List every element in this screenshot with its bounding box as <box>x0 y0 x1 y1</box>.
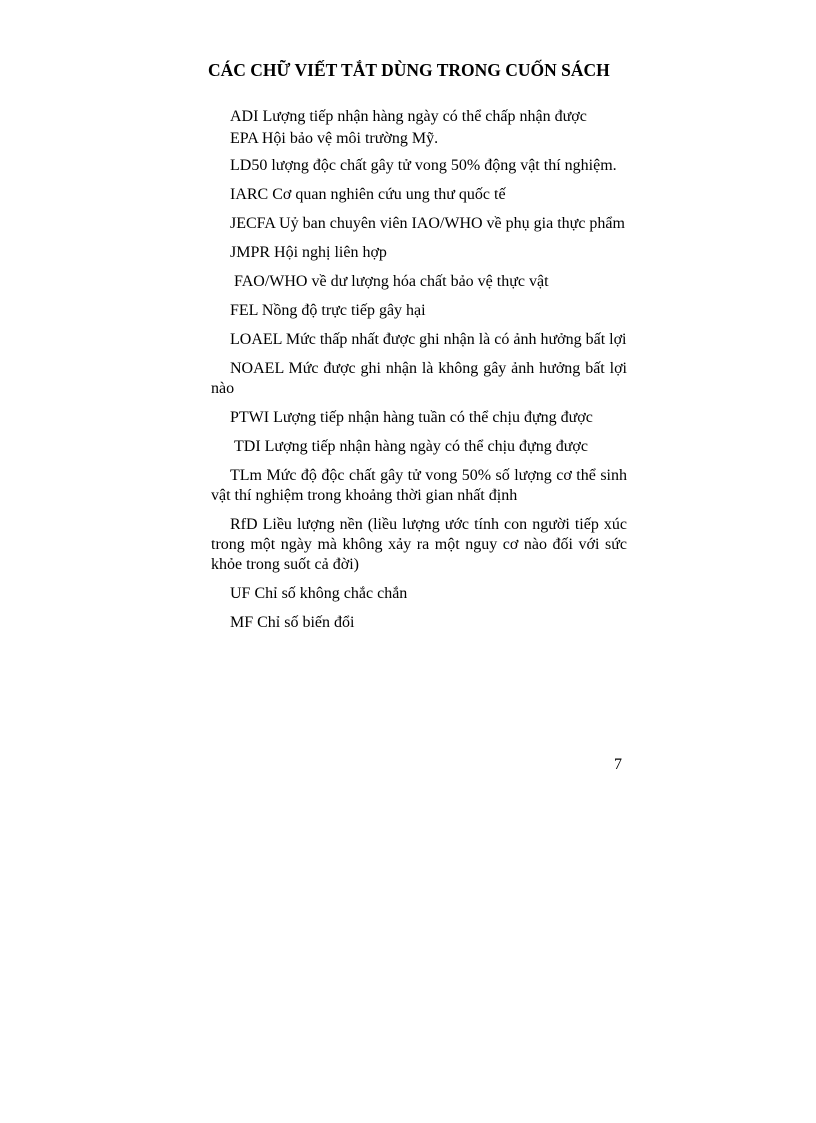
abbreviation-entry-jmpr: JMPR Hội nghị liên hợp <box>230 244 387 261</box>
abbreviation-entry-fel: FEL Nồng độ trực tiếp gây hại <box>230 302 426 319</box>
abbreviation-entry-rfd: RfD Liều lượng nền (liều lượng ước tính con người tiếp xúc trong một ngày mà không xảy ra một nguy cơ nào đối với sức khỏe trong suốt cả đời) <box>211 516 627 573</box>
page-number: 7 <box>614 756 622 773</box>
abbreviation-entry-fao-who: FAO/WHO về dư lượng hóa chất bảo vệ thực vật <box>234 273 549 290</box>
abbreviation-entry-mf: MF Chỉ số biến đổi <box>230 614 355 631</box>
abbreviation-entry-tdi: TDI Lượng tiếp nhận hàng ngày có thể chịu đựng được <box>234 438 588 455</box>
abbreviation-entry-ptwi: PTWI Lượng tiếp nhận hàng tuần có thể chịu đựng được <box>230 409 593 426</box>
abbreviation-entry-noael: NOAEL Mức được ghi nhận là không gây ảnh hưởng bất lợi nào <box>211 360 627 397</box>
abbreviation-entry-epa: EPA Hội bảo vệ môi trường Mỹ. <box>230 130 439 147</box>
page-title: CÁC CHỮ VIẾT TẮT DÙNG TRONG CUỐN SÁCH <box>208 60 610 80</box>
abbreviation-entry-adi: ADI Lượng tiếp nhận hàng ngày có thể chấp nhận được <box>230 108 587 125</box>
abbreviation-entry-jecfa: JECFA Uỷ ban chuyên viên IAO/WHO về phụ gia thực phẩm <box>230 215 625 232</box>
abbreviation-entry-ld50: LD50 lượng độc chất gây tử vong 50% động vật thí nghiệm. <box>230 157 617 174</box>
abbreviation-entry-uf: UF Chỉ số không chắc chắn <box>230 585 408 602</box>
abbreviation-entry-iarc: IARC Cơ quan nghiên cứu ung thư quốc tế <box>230 186 506 203</box>
abbreviation-entry-tlm: TLm Mức độ độc chất gây tử vong 50% số lượng cơ thể sinh vật thí nghiệm trong khoảng thời gian nhất định <box>211 467 627 504</box>
abbreviation-entry-loael: LOAEL Mức thấp nhất được ghi nhận là có ảnh hưởng bất lợi <box>230 331 627 348</box>
abbreviation-list <box>211 107 627 642</box>
